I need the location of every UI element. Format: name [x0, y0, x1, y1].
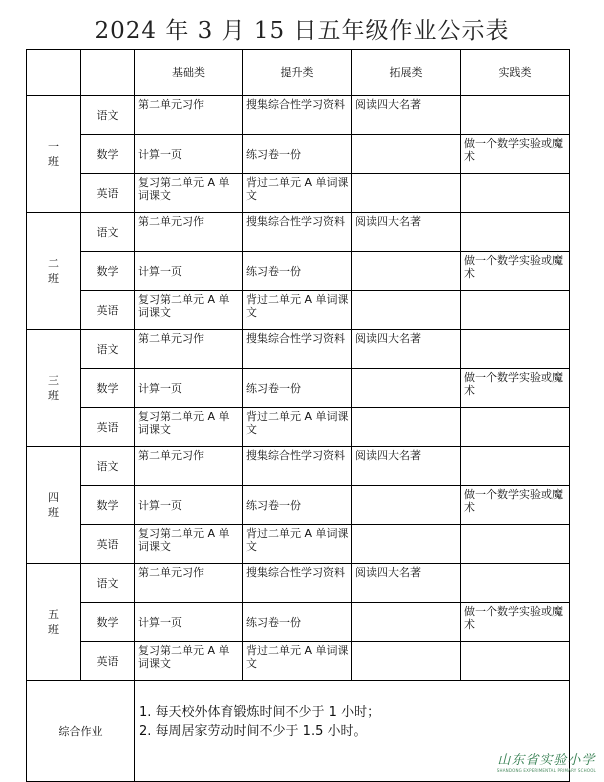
school-logo-english: SHANDONG EXPERIMENTAL PRIMARY SCHOOL [496, 768, 596, 773]
page-title: 2024 年 3 月 15 日五年级作业公示表 [94, 18, 510, 44]
extend-cell [352, 603, 461, 642]
subject-cell: 英语 [81, 408, 135, 447]
improve-cell: 背过二单元 A 单词课文 [243, 408, 352, 447]
class-name: 三班 [48, 374, 59, 402]
extend-cell [352, 135, 461, 174]
improve-cell: 背过二单元 A 单词课文 [243, 174, 352, 213]
extend-cell [352, 252, 461, 291]
basic-cell: 计算一页 [135, 135, 243, 174]
table-row [27, 213, 570, 252]
header-improve: 提升类 [243, 50, 352, 96]
basic-cell: 计算一页 [135, 603, 243, 642]
class-name-cell [27, 564, 81, 681]
improve-cell: 练习卷一份 [243, 252, 352, 291]
table-row [27, 291, 570, 330]
practice-cell: 做一个数学实验或魔术 [461, 486, 570, 525]
practice-cell [461, 408, 570, 447]
table-row [27, 642, 570, 681]
table-row [27, 564, 570, 603]
basic-cell: 计算一页 [135, 369, 243, 408]
extend-cell [352, 369, 461, 408]
summary-line: 2. 每周居家劳动时间不少于 1.5 小时。 [139, 724, 367, 739]
practice-cell: 做一个数学实验或魔术 [461, 135, 570, 174]
practice-cell [461, 564, 570, 603]
summary-row [27, 681, 570, 782]
practice-cell [461, 525, 570, 564]
class-name-cell [27, 96, 81, 213]
extend-cell: 阅读四大名著 [352, 447, 461, 486]
subject-cell: 英语 [81, 174, 135, 213]
extend-cell [352, 642, 461, 681]
summary-line: 1. 每天校外体育锻炼时间不少于 1 小时； [139, 705, 381, 720]
subject-cell: 英语 [81, 525, 135, 564]
improve-cell: 搜集综合性学习资料 [243, 330, 352, 369]
school-logo [497, 749, 596, 773]
improve-cell: 练习卷一份 [243, 369, 352, 408]
extend-cell [352, 486, 461, 525]
basic-cell: 复习第二单元 A 单词课文 [135, 525, 243, 564]
class-name: 一班 [48, 140, 59, 168]
extend-cell [352, 525, 461, 564]
extend-cell [352, 291, 461, 330]
subject-cell: 数学 [81, 603, 135, 642]
practice-cell [461, 330, 570, 369]
class-name: 四班 [48, 491, 59, 519]
improve-cell: 搜集综合性学习资料 [243, 564, 352, 603]
summary-label: 综合作业 [27, 681, 135, 782]
extend-cell [352, 174, 461, 213]
basic-cell: 第二单元习作 [135, 96, 243, 135]
basic-cell: 复习第二单元 A 单词课文 [135, 174, 243, 213]
practice-cell: 做一个数学实验或魔术 [461, 369, 570, 408]
improve-cell: 搜集综合性学习资料 [243, 213, 352, 252]
extend-cell: 阅读四大名著 [352, 330, 461, 369]
class-name-cell [27, 213, 81, 330]
table-row [27, 447, 570, 486]
basic-cell: 第二单元习作 [135, 564, 243, 603]
subject-cell: 数学 [81, 135, 135, 174]
header-practice: 实践类 [461, 50, 570, 96]
practice-cell [461, 213, 570, 252]
homework-table [26, 49, 570, 782]
improve-cell: 练习卷一份 [243, 603, 352, 642]
improve-cell: 背过二单元 A 单词课文 [243, 642, 352, 681]
table-row [27, 135, 570, 174]
practice-cell: 做一个数学实验或魔术 [461, 603, 570, 642]
basic-cell: 计算一页 [135, 252, 243, 291]
subject-cell: 语文 [81, 96, 135, 135]
table-row [27, 252, 570, 291]
class-name: 二班 [48, 257, 59, 285]
subject-cell: 数学 [81, 369, 135, 408]
improve-cell: 练习卷一份 [243, 135, 352, 174]
header-row [27, 50, 570, 96]
class-name: 五班 [48, 608, 59, 636]
basic-cell: 第二单元习作 [135, 330, 243, 369]
extend-cell: 阅读四大名著 [352, 213, 461, 252]
subject-cell: 语文 [81, 330, 135, 369]
practice-cell [461, 174, 570, 213]
subject-cell: 语文 [81, 564, 135, 603]
table-row [27, 603, 570, 642]
class-name-cell [27, 447, 81, 564]
subject-cell: 语文 [81, 447, 135, 486]
extend-cell: 阅读四大名著 [352, 96, 461, 135]
school-logo-name: 山东省实验小学 [497, 753, 596, 768]
table-row [27, 330, 570, 369]
practice-cell [461, 291, 570, 330]
subject-cell: 语文 [81, 213, 135, 252]
improve-cell: 搜集综合性学习资料 [243, 96, 352, 135]
header-blank [27, 50, 81, 96]
subject-cell: 数学 [81, 252, 135, 291]
extend-cell [352, 408, 461, 447]
table-row [27, 174, 570, 213]
basic-cell: 第二单元习作 [135, 447, 243, 486]
subject-cell: 英语 [81, 642, 135, 681]
basic-cell: 复习第二单元 A 单词课文 [135, 291, 243, 330]
subject-cell: 英语 [81, 291, 135, 330]
basic-cell: 复习第二单元 A 单词课文 [135, 642, 243, 681]
improve-cell: 背过二单元 A 单词课文 [243, 291, 352, 330]
practice-cell: 做一个数学实验或魔术 [461, 252, 570, 291]
extend-cell: 阅读四大名著 [352, 564, 461, 603]
improve-cell: 搜集综合性学习资料 [243, 447, 352, 486]
header-extend: 拓展类 [352, 50, 461, 96]
header-subject-blank [81, 50, 135, 96]
header-basic: 基础类 [135, 50, 243, 96]
basic-cell: 计算一页 [135, 486, 243, 525]
subject-cell: 数学 [81, 486, 135, 525]
practice-cell [461, 96, 570, 135]
class-name-cell [27, 330, 81, 447]
improve-cell: 练习卷一份 [243, 486, 352, 525]
practice-cell [461, 642, 570, 681]
table-row [27, 525, 570, 564]
table-row [27, 96, 570, 135]
basic-cell: 复习第二单元 A 单词课文 [135, 408, 243, 447]
basic-cell: 第二单元习作 [135, 213, 243, 252]
practice-cell [461, 447, 570, 486]
table-row [27, 369, 570, 408]
table-row [27, 486, 570, 525]
table-row [27, 408, 570, 447]
improve-cell: 背过二单元 A 单词课文 [243, 525, 352, 564]
